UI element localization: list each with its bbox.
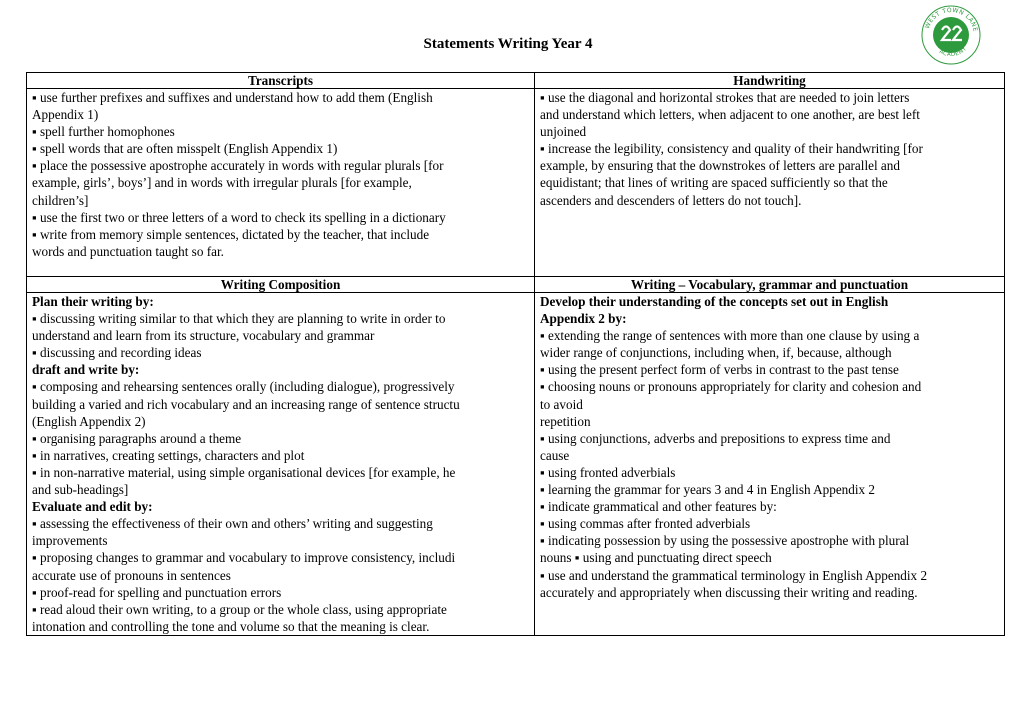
composition-line: and sub-headings] bbox=[32, 482, 129, 498]
composition-line: ▪ discussing and recording ideas bbox=[32, 345, 202, 361]
transcripts-line: ▪ write from memory simple sentences, dictated by the teacher, that include bbox=[32, 226, 430, 242]
grammar-line: ▪ using the present perfect form of verbs in contrast to the past tense bbox=[540, 362, 899, 378]
grammar-line: nouns ▪ using and punctuating direct speech bbox=[540, 550, 772, 566]
composition-line: ▪ organising paragraphs around a theme bbox=[32, 430, 242, 446]
composition-line: Plan their writing by: bbox=[32, 294, 154, 309]
grammar-line: wider range of conjunctions, including when, if, because, although bbox=[540, 345, 892, 361]
composition-line: ▪ discussing writing similar to that which they are planning to write in order to bbox=[32, 311, 446, 327]
composition-line: ▪ proof-read for spelling and punctuation errors bbox=[32, 584, 282, 600]
handwriting-line: ascenders and descenders of letters do not touch]. bbox=[540, 192, 802, 208]
handwriting-list bbox=[540, 89, 999, 209]
composition-line: accurate use of pronouns in sentences bbox=[32, 567, 231, 583]
grammar-line: cause bbox=[540, 447, 570, 463]
transcripts-line: example, girls’, boys’] and in words with irregular plurals [for example, bbox=[32, 175, 412, 191]
composition-line: ▪ in non-narrative material, using simple organisational devices [for example, he bbox=[32, 464, 456, 480]
composition-line: ▪ assessing the effectiveness of their own and others’ writing and suggesting bbox=[32, 516, 433, 532]
transcripts-line: Appendix 1) bbox=[32, 107, 99, 123]
grammar-line: ▪ learning the grammar for years 3 and 4 in English Appendix 2 bbox=[540, 482, 876, 498]
grammar-cell bbox=[535, 293, 1005, 636]
composition-line: ▪ proposing changes to grammar and vocabulary to improve consistency, includi bbox=[32, 550, 456, 566]
handwriting-line: ▪ increase the legibility, consistency and quality of their handwriting [for bbox=[540, 141, 923, 157]
grammar-line: ▪ using conjunctions, adverbs and prepositions to express time and bbox=[540, 430, 891, 446]
grammar-heading: Writing – Vocabulary, grammar and punctuation bbox=[535, 277, 1005, 293]
grammar-line: ▪ extending the range of sentences with more than one clause by using a bbox=[540, 328, 920, 344]
grammar-line: ▪ indicating possession by using the possessive apostrophe with plural bbox=[540, 533, 910, 549]
transcripts-line: ▪ use the first two or three letters of a word to check its spelling in a dictionary bbox=[32, 209, 446, 225]
logo-ring-top: WEST TOWN LANE bbox=[923, 6, 979, 33]
transcripts-line: ▪ use further prefixes and suffixes and understand how to add them (English bbox=[32, 90, 433, 105]
composition-list bbox=[32, 293, 529, 635]
transcripts-cell bbox=[27, 89, 535, 277]
transcripts-line: ▪ spell further homophones bbox=[32, 124, 175, 140]
logo-ring-bottom: ACADEMY bbox=[938, 45, 969, 59]
composition-heading: Writing Composition bbox=[27, 277, 535, 293]
composition-line: ▪ in narratives, creating settings, characters and plot bbox=[32, 447, 305, 463]
grammar-list bbox=[540, 293, 999, 601]
composition-line: intonation and controlling the tone and volume so that the meaning is clear. bbox=[32, 618, 430, 634]
handwriting-line: equidistant; that lines of writing are spaced sufficiently so that the bbox=[540, 175, 888, 191]
grammar-line: ▪ indicate grammatical and other features by: bbox=[540, 499, 777, 515]
grammar-line: Develop their understanding of the concepts set out in English bbox=[540, 294, 889, 309]
transcripts-line: words and punctuation taught so far. bbox=[32, 243, 224, 259]
handwriting-line: example, by ensuring that the downstrokes of letters are parallel and bbox=[540, 158, 900, 174]
page-title: Statements Writing Year 4 bbox=[423, 36, 593, 52]
grammar-line: accurately and appropriately when discussing their writing and reading. bbox=[540, 584, 918, 600]
handwriting-line: unjoined bbox=[540, 124, 587, 140]
handwriting-line: and understand which letters, when adjacent to one another, are best left bbox=[540, 107, 920, 123]
handwriting-heading: Handwriting bbox=[535, 73, 1005, 89]
grammar-line: ▪ use and understand the grammatical terminology in English Appendix 2 bbox=[540, 567, 928, 583]
grammar-line: ▪ choosing nouns or pronouns appropriately for clarity and cohesion and bbox=[540, 379, 922, 395]
handwriting-line: ▪ use the diagonal and horizontal strokes that are needed to join letters bbox=[540, 90, 910, 105]
composition-line: (English Appendix 2) bbox=[32, 413, 146, 429]
composition-line: ▪ read aloud their own writing, to a group or the whole class, using appropriate bbox=[32, 601, 447, 617]
statements-table bbox=[26, 72, 1005, 636]
transcripts-list bbox=[32, 89, 529, 260]
handwriting-cell bbox=[535, 89, 1005, 277]
composition-line: ▪ composing and rehearsing sentences orally (including dialogue), progressively bbox=[32, 379, 455, 395]
composition-line: Evaluate and edit by: bbox=[32, 499, 153, 515]
grammar-line: ▪ using commas after fronted adverbials bbox=[540, 516, 751, 532]
composition-cell bbox=[27, 293, 535, 636]
academy-logo bbox=[920, 4, 982, 66]
transcripts-line: ▪ spell words that are often misspelt (English Appendix 1) bbox=[32, 141, 338, 157]
composition-line: building a varied and rich vocabulary and an increasing range of sentence structu bbox=[32, 396, 460, 412]
grammar-line: repetition bbox=[540, 413, 591, 429]
transcripts-line: children’s] bbox=[32, 192, 89, 208]
grammar-line: Appendix 2 by: bbox=[540, 311, 627, 327]
grammar-line: to avoid bbox=[540, 396, 583, 412]
grammar-line: ▪ using fronted adverbials bbox=[540, 464, 676, 480]
transcripts-heading: Transcripts bbox=[27, 73, 535, 89]
composition-line: improvements bbox=[32, 533, 108, 549]
composition-line: draft and write by: bbox=[32, 362, 140, 378]
composition-line: understand and learn from its structure, vocabulary and grammar bbox=[32, 328, 375, 344]
transcripts-line: ▪ place the possessive apostrophe accurately in words with regular plurals [for bbox=[32, 158, 444, 174]
